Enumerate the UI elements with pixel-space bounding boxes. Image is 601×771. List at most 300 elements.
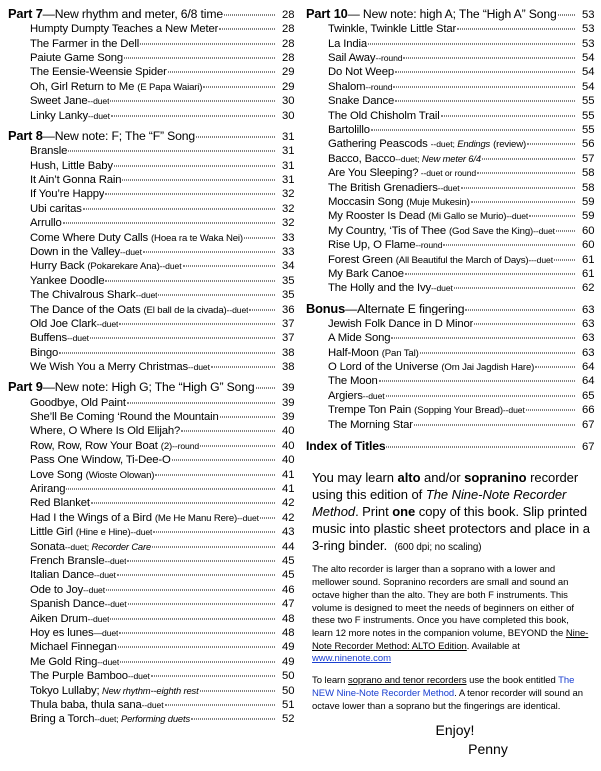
toc-part-header-row (8, 381, 294, 394)
leader-dots (379, 381, 575, 382)
toc-song-row (8, 261, 294, 272)
soprano-tenor-paragraph (312, 675, 592, 713)
leader-dots (191, 719, 275, 720)
page-number: 51 (282, 698, 295, 711)
song-title-text: Down in the Valley (30, 246, 121, 258)
leader-dots (368, 43, 575, 44)
toc-song-row (8, 426, 294, 437)
song-italic-annotation: New meter 6/4 (419, 153, 481, 164)
song-title-text: She’ll Be Coming ‘Round the Mountain (30, 412, 219, 424)
song-title-text: Little Girl (30, 527, 73, 539)
toc-part-header-row (306, 303, 594, 316)
headline-text-3: recorder using this edition of (312, 470, 579, 502)
leader-dots (83, 208, 275, 209)
song-title-text: Forest Green (328, 254, 393, 266)
song-title (328, 319, 473, 330)
song-title-text: O Lord of the Universe (328, 362, 439, 374)
leader-dots (203, 86, 275, 87)
leader-dots (465, 309, 575, 310)
song-title (30, 348, 58, 359)
part-header-title: Alternate E fingering (357, 302, 465, 316)
toc-song-row (8, 348, 294, 359)
leader-dots (143, 251, 275, 252)
leader-dots (420, 352, 575, 353)
toc-song-row (306, 333, 594, 344)
toc-song-row (8, 714, 294, 725)
toc-song-row (8, 111, 294, 122)
song-title-text: Come Where Duty Calls (30, 232, 149, 244)
leader-dots (535, 367, 575, 368)
signoff-block (312, 722, 592, 757)
page-number: 48 (282, 626, 295, 639)
song-title-text: My Rooster Is Dead (328, 211, 426, 223)
toc-song-row (306, 319, 594, 330)
leader-dots (224, 15, 275, 16)
song-annotation: --duet (130, 527, 153, 538)
toc-song-row (8, 498, 294, 509)
toc-part-header-row (306, 8, 594, 21)
song-translation: (Hine e Hine) (75, 527, 131, 539)
song-title-text: Humpty Dumpty Teaches a New Meter (30, 24, 219, 36)
page-number: 28 (282, 23, 295, 36)
leader-dots (249, 309, 275, 310)
alto-paragraph-underlined-title: Nine-Note Recorder Method: ALTO Edition (312, 628, 589, 652)
song-title-text: Bring a Torch (30, 714, 95, 726)
page-number: 45 (282, 554, 295, 567)
song-annotation: --duet (87, 96, 110, 107)
song-title (30, 305, 248, 316)
part-header-label: Bonus—Alternate E fingering (306, 302, 465, 316)
song-title (30, 614, 109, 625)
toc-song-row (8, 218, 294, 229)
toc-song-row (8, 161, 294, 172)
toc-song-row (8, 470, 294, 481)
toc-song-row (8, 657, 294, 668)
page-number: 32 (282, 202, 295, 215)
leader-dots (119, 632, 275, 633)
song-title-text: If You’re Happy (30, 189, 105, 201)
song-title (328, 168, 476, 179)
song-translation: (Me He Manu Rere) (154, 512, 238, 524)
toc-song-row (8, 700, 294, 711)
song-annotation: --duet (97, 656, 120, 667)
song-title (328, 240, 442, 251)
song-annotation: --duet (135, 290, 158, 301)
song-title-text: French Bransle (30, 555, 105, 567)
song-title-text: Hoy es lunes (30, 627, 94, 639)
toc-song-row (306, 269, 594, 280)
toc-song-row (306, 24, 594, 35)
song-annotation: --duet (362, 390, 385, 401)
page-number: 35 (282, 289, 295, 302)
song-title-text: The Moon (328, 376, 378, 388)
page-number: 38 (282, 346, 295, 359)
toc-song-row (8, 642, 294, 653)
song-annotation: --duet (127, 671, 150, 682)
toc-left-column (8, 0, 294, 729)
song-title (328, 333, 390, 344)
leader-dots (127, 560, 275, 561)
page-number: 62 (582, 282, 595, 295)
headline-text-1: You may learn (312, 470, 398, 485)
song-title (30, 290, 157, 301)
song-title (30, 412, 219, 423)
part-header-title: New note: High G; The “High G” Song (54, 381, 255, 395)
leader-dots (152, 546, 275, 547)
song-title-text: Twinkle, Twinkle Little Star (328, 24, 457, 36)
page-number: 39 (282, 396, 295, 409)
soprano-paragraph-underlined: soprano and tenor recorders (348, 675, 467, 687)
headline-paragraph (312, 470, 592, 554)
song-title (328, 211, 528, 222)
song-title (30, 642, 117, 653)
song-title-text: Arirang (30, 484, 66, 496)
toc-index-row (306, 440, 594, 453)
toc-song-row (306, 96, 594, 107)
song-annotation: --duet (104, 599, 127, 610)
song-title (30, 53, 123, 64)
page-number: 60 (582, 239, 595, 252)
toc-song-row (306, 226, 594, 237)
soprano-paragraph-text-3: . A tenor recorder will sound an octave lower than a soprano but the fingerings are identical. (312, 687, 584, 712)
song-title-text: Shalom (328, 81, 366, 93)
leader-dots (386, 446, 575, 447)
song-title (328, 82, 392, 93)
song-annotation: ---duet (528, 254, 554, 265)
page-number: 41 (282, 483, 295, 496)
song-annotation: --duet (96, 318, 119, 329)
leader-dots (105, 280, 275, 281)
song-title (328, 255, 553, 266)
song-title (30, 498, 90, 509)
song-title-text: My Bark Canoe (328, 268, 404, 280)
song-translation: (Mi Gallo se Murio) (428, 211, 507, 223)
song-title-text: Paiute Game Song (30, 53, 124, 65)
toc-group (8, 8, 294, 122)
page-number: 41 (282, 468, 295, 481)
page-number: 67 (582, 418, 595, 431)
song-italic-annotation: New rhythm--eighth rest (99, 685, 199, 696)
song-annotation: --duet (88, 110, 110, 121)
toc-song-row (8, 146, 294, 157)
song-title (30, 599, 127, 610)
page-number: 48 (282, 612, 295, 625)
page-number: 47 (282, 598, 295, 611)
leader-dots (200, 445, 275, 446)
song-title-text: The Dance of the Oats (30, 304, 141, 316)
song-title (30, 261, 182, 272)
toc-song-row (306, 53, 594, 64)
song-review-note: (review) (493, 139, 527, 151)
song-title (328, 53, 402, 64)
leader-dots (200, 690, 275, 691)
song-annotation: --duet; (395, 153, 420, 164)
song-title-text: Trempe Ton Pain (328, 405, 412, 417)
song-title-text: Argiers (328, 390, 363, 402)
leader-dots (196, 136, 275, 137)
toc-song-row (306, 125, 594, 136)
page-number: 53 (582, 37, 595, 50)
page-number: 54 (582, 52, 595, 65)
song-title (328, 139, 526, 150)
song-title (328, 420, 413, 431)
song-title (328, 405, 525, 416)
song-title (30, 82, 202, 93)
page-number: 33 (282, 231, 295, 244)
song-title-text: My Country, ‘Tis of Thee (328, 225, 446, 237)
leader-dots (127, 402, 275, 403)
song-translation: (All Beautiful the March of Days) (395, 254, 529, 266)
song-title-text: Bartolillo (328, 125, 370, 137)
song-title-text: Bingo (30, 347, 59, 359)
song-annotation: --round (172, 440, 200, 451)
song-title (328, 125, 370, 136)
page-number: 61 (582, 253, 595, 266)
song-title (30, 542, 151, 553)
song-title-text: Goodbye, Old Paint (30, 397, 126, 409)
song-title-text: Gathering Peascods (328, 139, 428, 151)
song-title-text: The Holly and the Ivy (328, 283, 431, 295)
page-number: 37 (282, 317, 295, 330)
leader-dots (395, 72, 575, 73)
song-title-text: Row, Row, Row Your Boat (30, 440, 158, 452)
page-number: 31 (282, 174, 295, 187)
page-number: 34 (282, 260, 295, 273)
page-number: 50 (282, 670, 295, 683)
leader-dots (256, 388, 276, 389)
page-number: 32 (282, 188, 295, 201)
song-annotation: --duet (533, 225, 555, 236)
song-title-text: Me Gold Ring (30, 656, 98, 668)
song-title (30, 556, 126, 567)
song-title-text: Spanish Dance (30, 599, 105, 611)
page-number: 38 (282, 361, 295, 374)
song-title-text: Yankee Doodle (30, 275, 105, 287)
toc-song-row (306, 420, 594, 431)
page-number: 50 (282, 684, 295, 697)
song-annotation: --duet (83, 584, 105, 595)
page-number: 63 (582, 332, 595, 345)
page-number: 39 (282, 411, 295, 424)
song-title (30, 333, 89, 344)
song-title (30, 585, 105, 596)
song-title (30, 39, 139, 50)
song-title-text: La India (328, 38, 368, 50)
toc-song-row (8, 233, 294, 244)
leader-dots (482, 158, 575, 159)
page-number: 29 (282, 80, 295, 93)
part-number-label: Bonus (306, 302, 346, 316)
page-number: 63 (582, 317, 595, 330)
song-title (30, 218, 62, 229)
page-number: 58 (582, 181, 595, 194)
song-title (30, 146, 67, 157)
page-number: 40 (282, 439, 295, 452)
song-translation: (Pan Tal) (381, 347, 419, 359)
page-number: 56 (582, 138, 595, 151)
leader-dots (527, 144, 575, 145)
page-number: 54 (582, 80, 595, 93)
toc-song-row (8, 175, 294, 186)
toc-song-row (306, 211, 594, 222)
song-title-text: Red Blanket (30, 498, 90, 510)
toc-song-row (306, 39, 594, 50)
song-title-text: Sonata (30, 541, 65, 553)
leader-dots (106, 589, 275, 590)
toc-song-row (8, 362, 294, 373)
page-number: 58 (582, 167, 595, 180)
toc-song-row (8, 319, 294, 330)
leader-dots (140, 43, 275, 44)
leader-dots (391, 338, 575, 339)
toc-song-row (8, 24, 294, 35)
song-title (30, 426, 180, 437)
toc-song-row (8, 96, 294, 107)
song-title (30, 570, 116, 581)
toc-song-row (8, 513, 294, 524)
leader-dots (558, 15, 575, 16)
part-number-label: Part 8 (8, 129, 43, 143)
song-title-text: It Ain’t Gonna Rain (30, 175, 122, 187)
leader-dots (151, 676, 275, 677)
leader-dots (526, 410, 575, 411)
page-number: 55 (582, 109, 595, 122)
toc-song-row (8, 542, 294, 553)
leader-dots (117, 575, 275, 576)
toc-song-row (8, 614, 294, 625)
toc-song-row (306, 168, 594, 179)
page-number: 42 (282, 497, 295, 510)
page-number: 36 (282, 303, 295, 316)
song-title (30, 513, 259, 524)
page-number: 52 (282, 713, 295, 726)
part-number-label: Part 10 (306, 8, 348, 21)
page-number: 29 (282, 66, 295, 79)
page-number: 42 (282, 511, 295, 524)
song-annotation: --duet; (94, 714, 119, 725)
toc-song-row (306, 376, 594, 387)
leader-dots (165, 704, 276, 705)
leader-dots (211, 367, 275, 368)
song-title-text: Aiken Drum (30, 613, 88, 625)
leader-dots (168, 72, 275, 73)
leader-dots (68, 151, 275, 152)
song-title (328, 362, 534, 373)
headline-italic-book-title: The Nine-Note Recorder Method (312, 486, 567, 519)
toc-song-row (306, 111, 594, 122)
toc-song-row (306, 362, 594, 373)
toc-song-row (8, 671, 294, 682)
toc-song-row (306, 183, 594, 194)
page-number: 39 (282, 382, 295, 395)
page-number: 53 (582, 9, 595, 21)
song-title-text: Moccasin Song (328, 196, 404, 208)
song-title (30, 455, 171, 466)
part-header-title: New rhythm and meter, 6/8 time (54, 8, 223, 21)
song-annotation: --duet (120, 246, 142, 257)
song-title (30, 527, 152, 538)
song-title-text: Michael Finnegan (30, 642, 117, 654)
headline-text-2: and/or (420, 470, 465, 485)
part-header-label: Part 10— New note: high A; The “High A” Song (306, 8, 557, 21)
song-annotation: --duet (188, 362, 210, 373)
page-number: 44 (282, 540, 295, 553)
song-annotation: —duet (93, 627, 119, 638)
page-number: 40 (282, 425, 295, 438)
song-italic-annotation: Performing duets (118, 714, 190, 725)
page-number: 40 (282, 454, 295, 467)
toc-song-row (306, 240, 594, 251)
song-title (328, 183, 460, 194)
song-title (328, 283, 453, 294)
part-number-label: Part 7 (8, 8, 43, 21)
page-number: 46 (282, 583, 295, 596)
page-number: 28 (282, 37, 295, 50)
toc-song-row (8, 290, 294, 301)
toc-song-row (306, 255, 594, 266)
toc-part-header-row (8, 8, 294, 21)
song-annotation: --round (375, 53, 403, 64)
part-header-label: Part 8—New note: F; The “F” Song (8, 129, 196, 143)
leader-dots (441, 115, 575, 116)
part-header-label: Part 7—New rhythm and meter, 6/8 time (8, 8, 223, 21)
leader-dots (59, 352, 275, 353)
toc-song-row (8, 585, 294, 596)
song-title-text: Oh, Girl Return to Me (30, 81, 135, 93)
leader-dots (172, 460, 275, 461)
headline-bold-sopranino: sopranino (464, 470, 527, 485)
song-title (30, 398, 126, 409)
alto-paragraph-text: The alto recorder is larger than a soprano with a lower and mellower sound. Sopranino recorders are small and sound an octave higher than the alto. They are both F instruments. This volume is designed to meet the needs of beginners on either of these two F instruments. Once you have completed this book, learn 12 more notes in the companion volume, BEYOND the (312, 564, 575, 640)
leader-dots (114, 165, 275, 166)
song-title (328, 111, 440, 122)
song-annotation: --duet (104, 555, 127, 566)
song-title-text: Had I the Wings of a Bird (30, 512, 152, 524)
leader-dots (90, 338, 275, 339)
leader-dots (155, 474, 275, 475)
song-annotation: --duet (141, 699, 164, 710)
song-title-text: Tokyo Lullaby; (30, 685, 100, 697)
song-title-text: Italian Dance (30, 570, 94, 582)
song-title (328, 24, 456, 35)
toc-song-row (8, 247, 294, 258)
song-title (306, 440, 385, 452)
song-title (30, 319, 118, 330)
toc-song-row (306, 139, 594, 150)
toc-song-row (306, 391, 594, 402)
leader-dots (66, 489, 275, 490)
toc-song-row (8, 398, 294, 409)
leader-dots (122, 180, 275, 181)
song-title-text: The Old Chisholm Trail (328, 110, 440, 122)
song-title-text: Old Joe Clark (30, 318, 97, 330)
page-number: 31 (282, 159, 295, 172)
page-number: 31 (282, 145, 295, 158)
song-translation: (Pokarekare Ana) (87, 261, 160, 273)
song-title-text: Bacco, Bacco (328, 153, 396, 165)
song-annotation: --duet (437, 182, 460, 193)
leader-dots (120, 661, 275, 662)
song-annotation: --duet (430, 283, 453, 294)
song-annotation: --duet or round (418, 168, 477, 179)
page-number: 53 (582, 23, 595, 36)
song-title-text: The Chivalrous Shark (30, 290, 136, 302)
song-title (30, 657, 119, 668)
page-number: 49 (282, 641, 295, 654)
song-translation: (Sopping Your Bread) (414, 405, 503, 417)
song-title-text: Rise Up, O Flame (328, 240, 416, 252)
ninenote-website-link[interactable]: www.ninenote.com (312, 653, 391, 665)
